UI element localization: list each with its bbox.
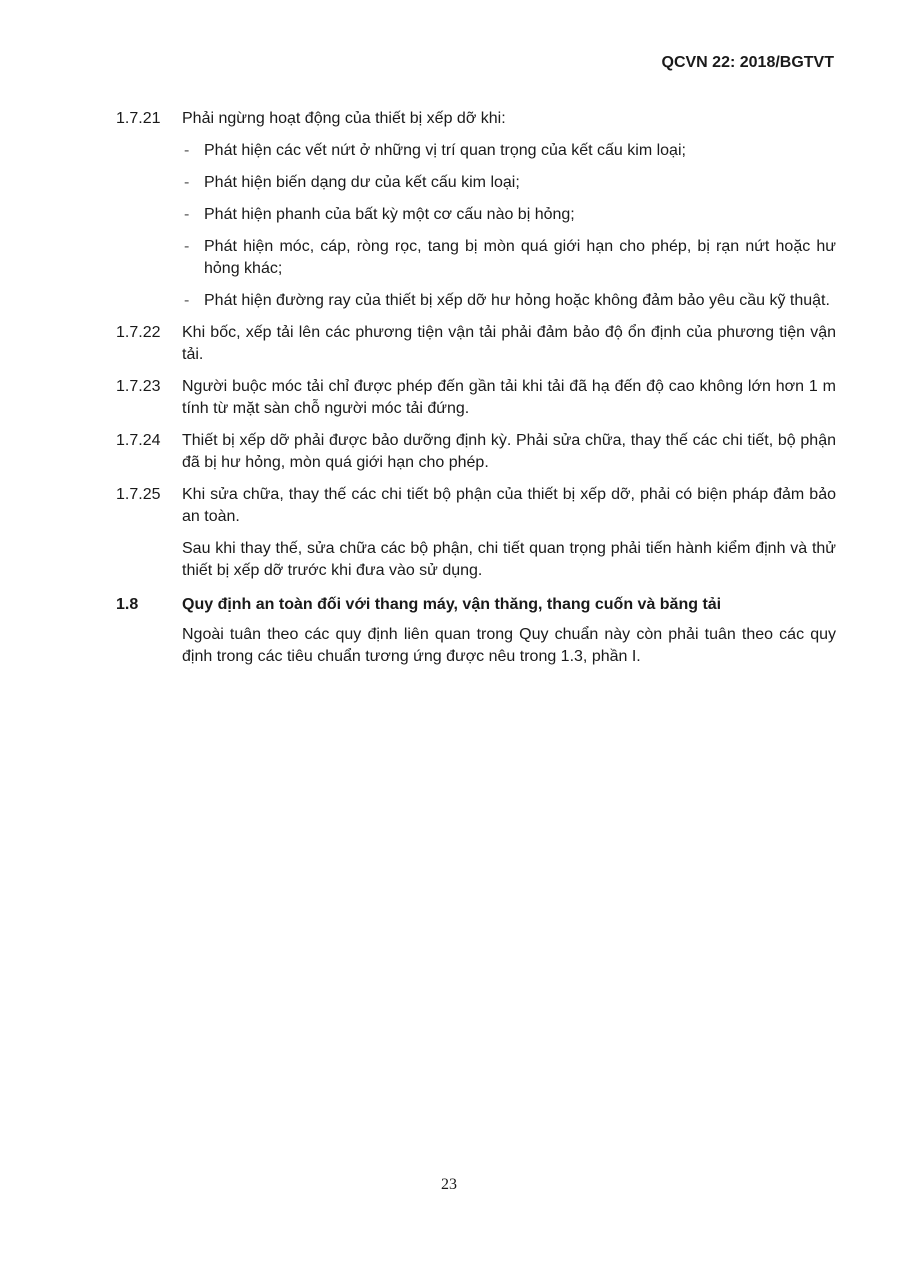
clause-1-7-25 xyxy=(116,484,836,582)
list-item xyxy=(182,236,836,280)
list-item-text: Phát hiện biến dạng dư của kết cấu kim loại; xyxy=(204,174,520,191)
clause-text: Khi bốc, xếp tải lên các phương tiện vận tải phải đảm bảo độ ổn định của phương tiện vận tải. xyxy=(182,324,836,363)
clause-1-7-24 xyxy=(116,430,836,474)
list-item xyxy=(182,140,836,162)
list-item-text: Phát hiện đường ray của thiết bị xếp dỡ hư hỏng hoặc không đảm bảo yêu cầu kỹ thuật. xyxy=(204,292,830,309)
clause-text-continued: Sau khi thay thế, sửa chữa các bộ phận, chi tiết quan trọng phải tiến hành kiểm định và thử thiết bị xếp dỡ trước khi đưa vào sử dụng. xyxy=(182,540,836,579)
clause-1-7-21 xyxy=(116,108,836,312)
dash-bullet: - xyxy=(184,142,190,159)
list-item xyxy=(182,290,836,312)
dash-bullet: - xyxy=(184,174,190,191)
list-item-text: Phát hiện các vết nứt ở những vị trí quan trọng của kết cấu kim loại; xyxy=(204,142,686,159)
clause-number: 1.7.22 xyxy=(116,324,161,341)
section-title: Quy định an toàn đối với thang máy, vận thăng, thang cuốn và băng tải xyxy=(182,596,722,613)
dash-bullet: - xyxy=(184,238,190,255)
clause-text: Thiết bị xếp dỡ phải được bảo dưỡng định kỳ. Phải sửa chữa, thay thế các chi tiết, bộ phận đã bị hư hỏng, mòn quá giới hạn cho phép. xyxy=(182,432,836,471)
section-text: Ngoài tuân theo các quy định liên quan trong Quy chuẩn này còn phải tuân theo các quy định trong các tiêu chuẩn tương ứng được nêu trong 1.3, phần I. xyxy=(182,626,836,665)
clause-1-7-22 xyxy=(116,322,836,366)
document-code-header: QCVN 22: 2018/BGTVT xyxy=(661,54,834,71)
clause-1-7-23 xyxy=(116,376,836,420)
list-item xyxy=(182,172,836,194)
list-item-text: Phát hiện móc, cáp, ròng rọc, tang bị mòn quá giới hạn cho phép, bị rạn nứt hoặc hư hỏng khác; xyxy=(204,238,836,277)
clause-number: 1.7.24 xyxy=(116,432,161,449)
clause-text: Người buộc móc tải chỉ được phép đến gần tải khi tải đã hạ đến độ cao không lớn hơn 1 m tính từ mặt sàn chỗ người móc tải đứng. xyxy=(182,378,836,417)
list-item-text: Phát hiện phanh của bất kỳ một cơ cấu nào bị hỏng; xyxy=(204,206,575,223)
list-item xyxy=(182,204,836,226)
section-heading-1-8 xyxy=(116,594,836,616)
page-number: 23 xyxy=(441,1176,457,1193)
clause-number: 1.7.23 xyxy=(116,378,161,395)
dash-bullet: - xyxy=(184,206,190,223)
clause-text: Phải ngừng hoạt động của thiết bị xếp dỡ khi: xyxy=(182,110,506,127)
clause-number: 1.7.25 xyxy=(116,486,161,503)
section-number: 1.8 xyxy=(116,596,139,613)
dash-bullet: - xyxy=(184,292,190,309)
clause-text: Khi sửa chữa, thay thế các chi tiết bộ phận của thiết bị xếp dỡ, phải có biện pháp đảm bảo an toàn. xyxy=(182,486,836,525)
clause-number: 1.7.21 xyxy=(116,110,161,127)
document-body xyxy=(116,108,836,668)
